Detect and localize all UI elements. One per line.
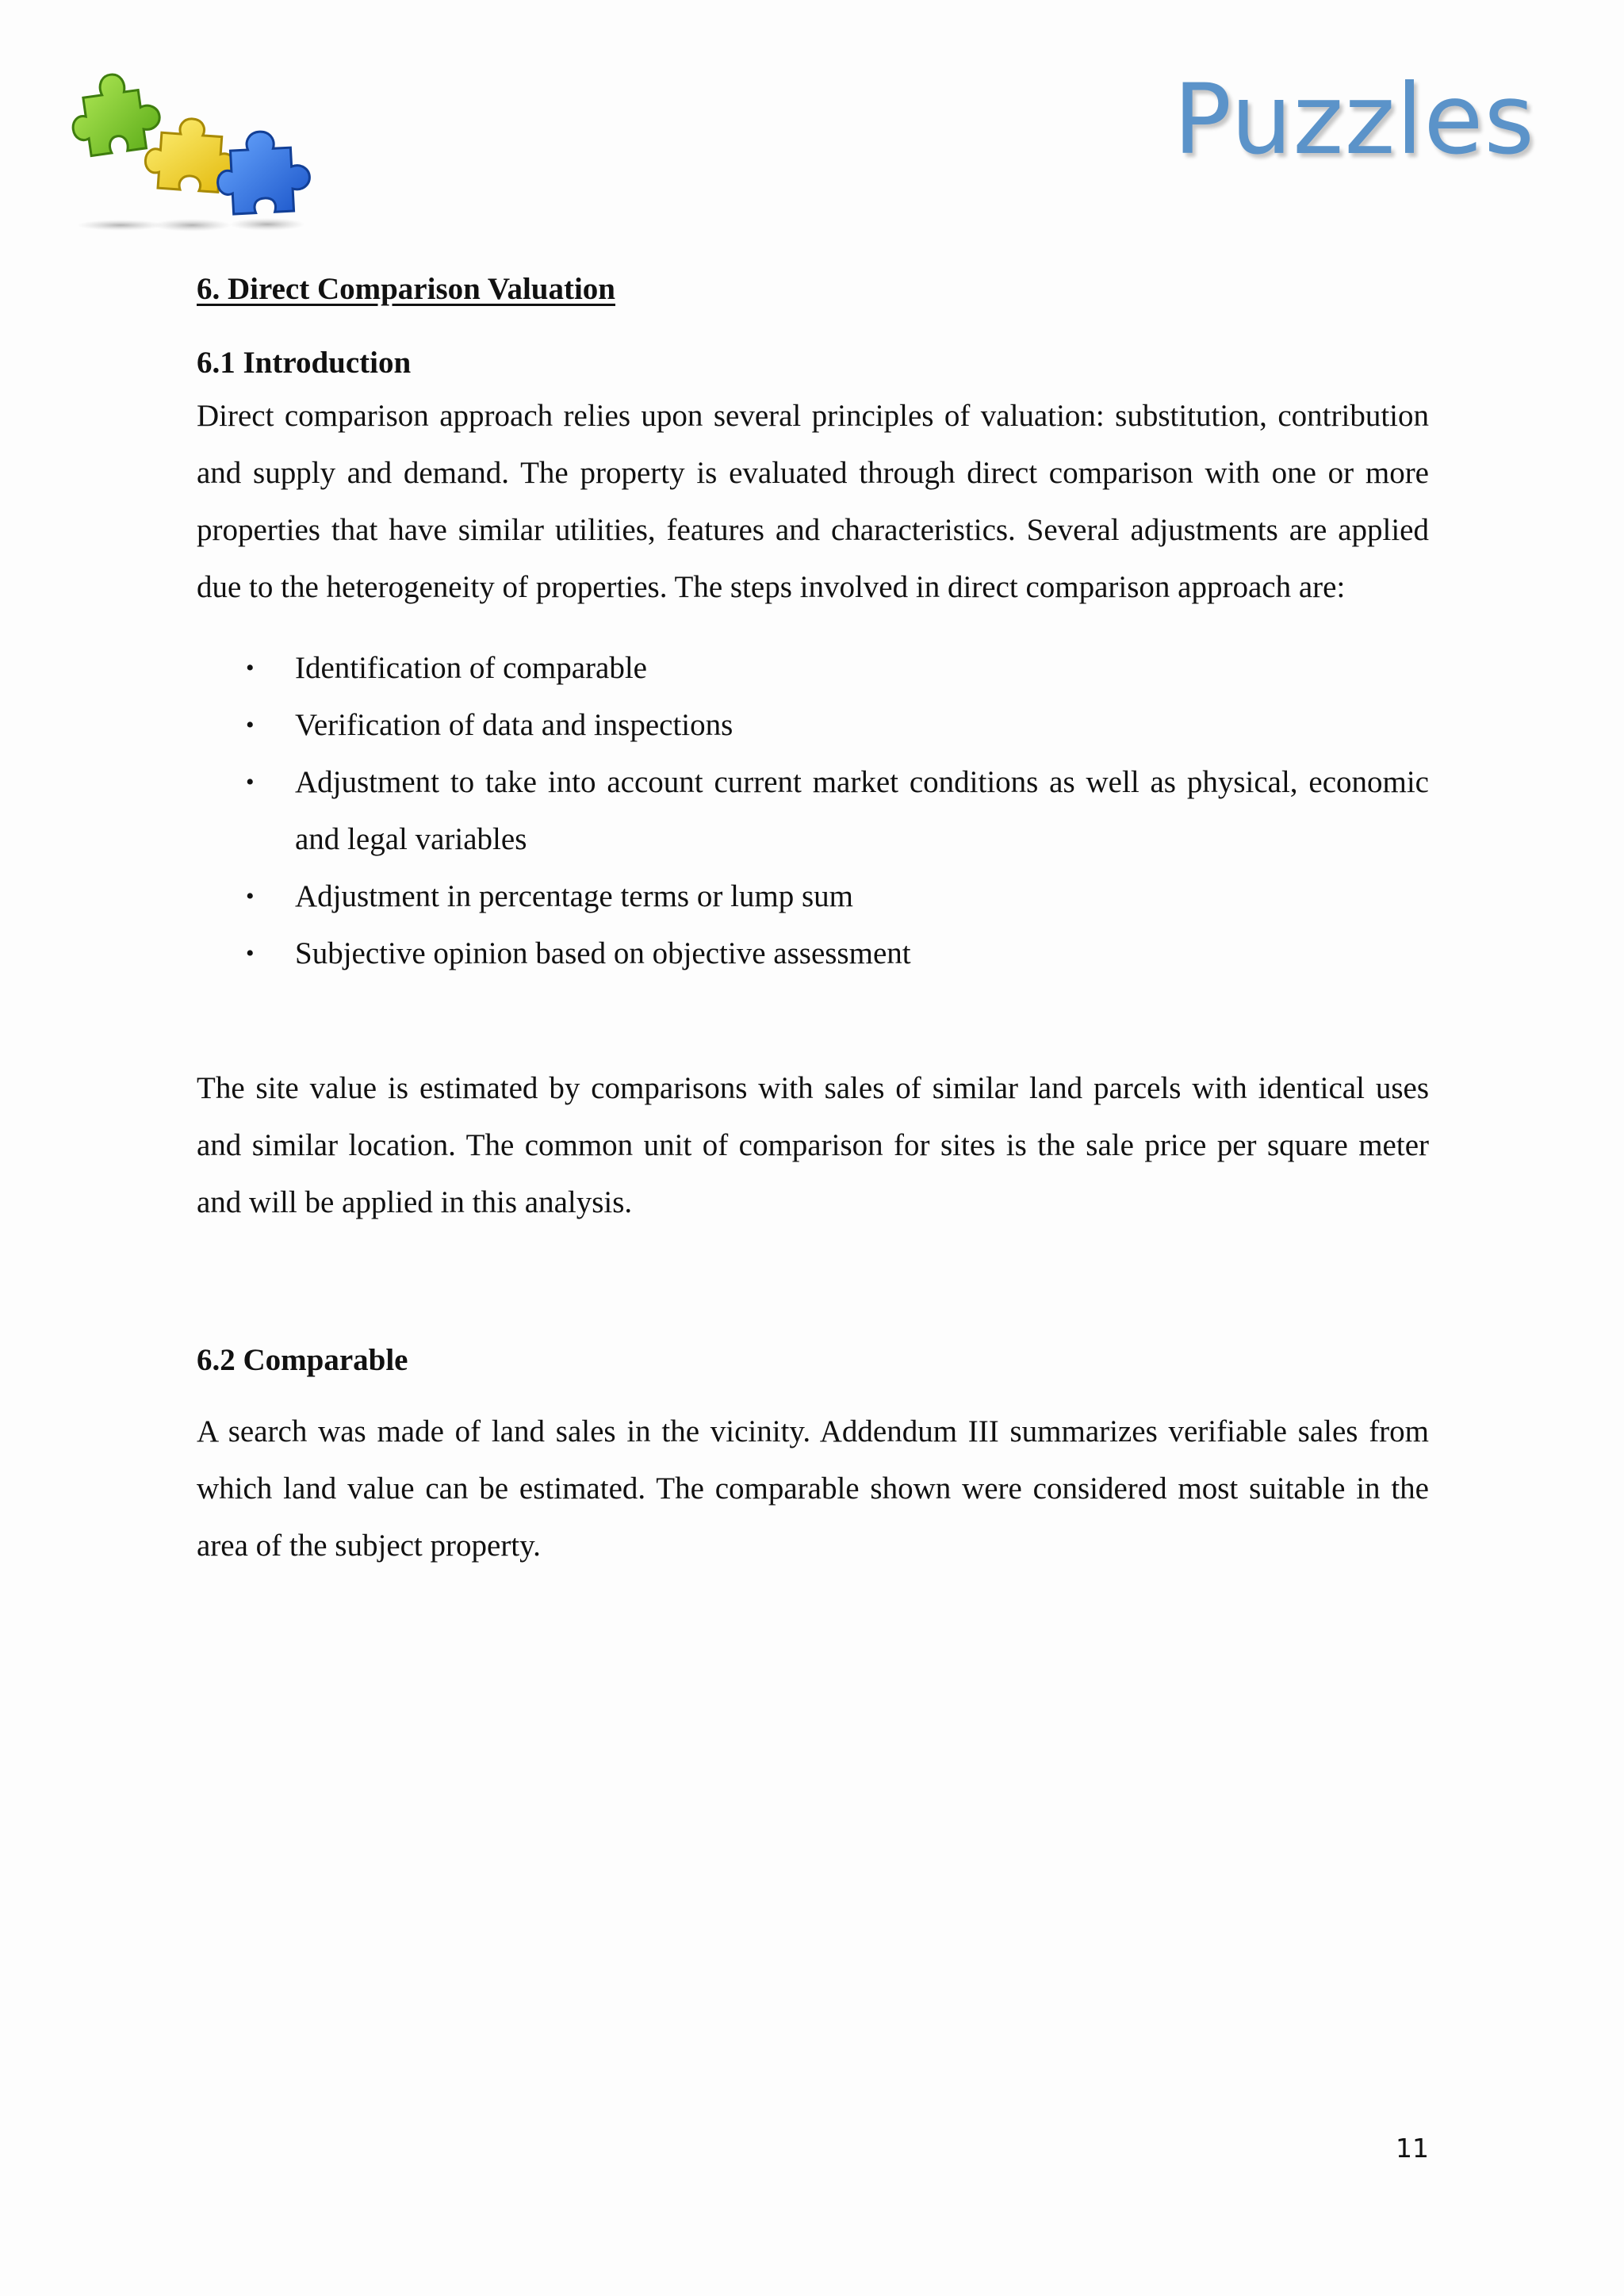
list-item-text: Adjustment in percentage terms or lump sum [295, 879, 854, 914]
puzzle-pieces-icon [65, 60, 319, 236]
list-item [197, 640, 1429, 697]
list-item [197, 697, 1429, 754]
section-title: 6. Direct Comparison Valuation [197, 272, 615, 306]
bullet-icon: • [246, 883, 255, 910]
list-item [197, 868, 1429, 925]
list-item [197, 754, 1429, 868]
bullet-icon: • [246, 655, 255, 682]
page-number: 11 [1396, 2133, 1429, 2164]
list-item-text: Adjustment to take into account current market conditions as well as physical, economic and legal variables [295, 765, 1429, 857]
list-item-text: Subjective opinion based on objective assessment [295, 936, 911, 971]
subsection-heading-comparable: 6.2 Comparable [197, 1343, 408, 1378]
comparable-paragraph: A search was made of land sales in the vicinity. Addendum III summarizes verifiable sales from which land value can be estimated. The comparable shown were considered most suitable in the area of the subject property. [197, 1414, 1429, 1563]
list-item-text: Identification of comparable [295, 651, 647, 686]
site-value-paragraph: The site value is estimated by comparisons with sales of similar land parcels with identical uses and similar location. The common unit of comparison for sites is the sale price per square meter and will be applied in this analysis. [197, 1071, 1429, 1220]
bullet-icon: • [246, 712, 255, 739]
brand-title: Puzzles [1173, 63, 1535, 176]
steps-list [197, 640, 1429, 982]
list-item [197, 925, 1429, 982]
subsection-heading-introduction: 6.1 Introduction [197, 345, 412, 380]
document-body [197, 270, 1429, 1575]
list-item-text: Verification of data and inspections [295, 708, 733, 743]
bullet-icon: • [246, 769, 255, 796]
intro-paragraph: Direct comparison approach relies upon several principles of valuation: substitution, contribution and supply and demand. The property is evaluated through direct comparison with one or more properties that have similar utilities, features and characteristics. Several adjustments are applied due to the heterogeneity of properties. The steps involved in direct comparison approach are: [197, 399, 1429, 605]
bullet-icon: • [246, 940, 255, 967]
